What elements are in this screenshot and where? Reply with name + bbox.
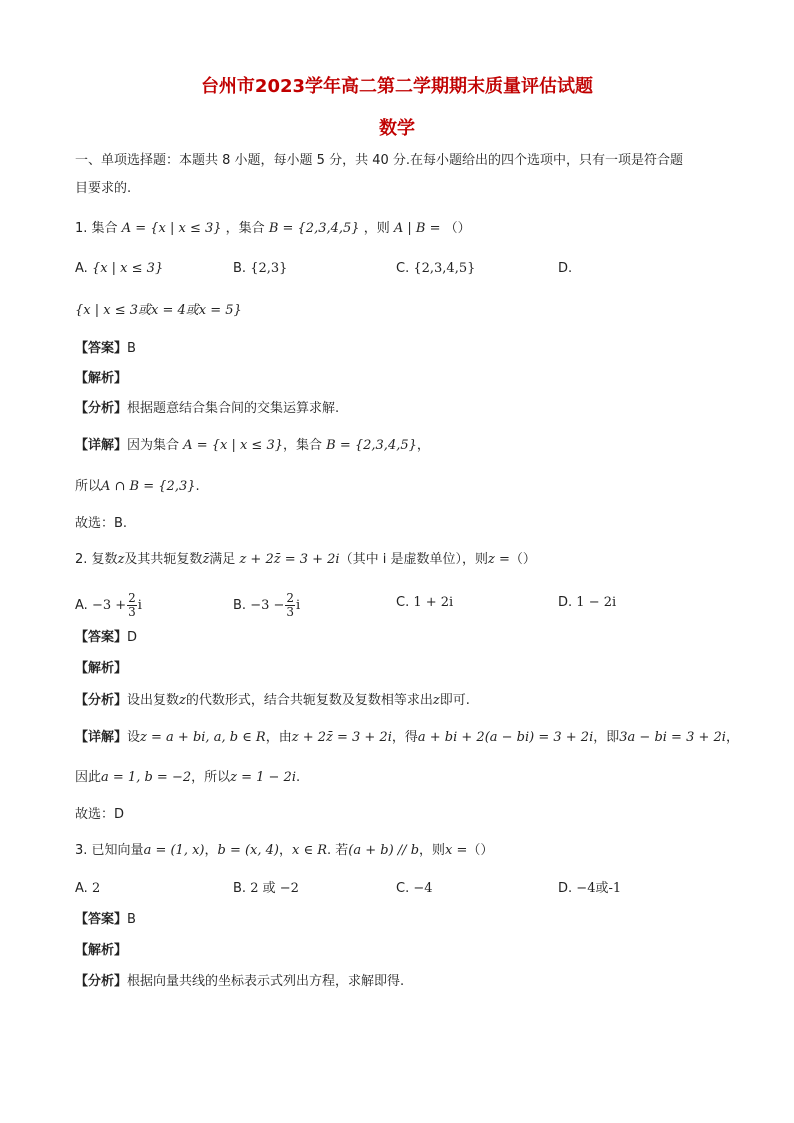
q1-option-c: C. {2,3,4,5} <box>396 261 476 276</box>
q1-option-b: B. {2,3} <box>233 261 288 276</box>
q1-option-d-label: D. <box>558 261 573 276</box>
math-expression: A | B = <box>393 221 441 236</box>
question-number: 2. <box>75 552 88 567</box>
q1-result: 所以A ∩ B = {2,3}. <box>75 479 200 494</box>
q1-answer: 【答案】B <box>75 341 136 356</box>
q2-answer: 【答案】D <box>75 630 138 645</box>
q2-option-c: C. 1 + 2i <box>396 595 454 610</box>
q1-analysis-heading: 【解析】 <box>75 371 128 386</box>
q2-option-b: B. −3 − $\frac{2}{3}$ i <box>233 591 301 619</box>
q1-option-d: {x | x ≤ 3或x = 4或x = 5} <box>75 303 242 318</box>
section-heading-cont: 目要求的. <box>75 181 132 196</box>
subject-title: 数学 <box>379 118 415 139</box>
question-number: 3. <box>75 843 88 858</box>
q3-option-c: C. −4 <box>396 881 433 896</box>
q3-fenxi: 【分析】根据向量共线的坐标表示式列出方程，求解即得. <box>75 974 405 989</box>
q1-option-a: A. {x | x ≤ 3} <box>75 261 164 276</box>
document-title: 台州市2023学年高二第二学期期末质量评估试题 <box>200 76 594 97</box>
q1-xiangjie: 【详解】因为集合 A = {x | x ≤ 3}，集合 B = {2,3,4,5}， <box>75 438 430 453</box>
q3-option-b: B. 2 或 −2 <box>233 881 299 896</box>
q2-option-a: A. −3 + $\frac{2}{3}$ i <box>75 591 142 619</box>
q3-option-a: A. 2 <box>75 881 101 896</box>
question-3-stem: 3. 已知向量a = (1, x)，b = (x, 4)，x ∈ R. 若(a + b) // b，则x =（） <box>75 843 494 858</box>
q2-xiangjie: 【详解】设z = a + bi, a, b ∈ R，由z + 2z̄ = 3 + 2i，得a + bi + 2(a − bi) = 3 + 2i，即3a − bi = 3 + 2i， <box>75 730 739 745</box>
question-2-stem: 2. 复数z及其共轭复数z̄满足 z + 2z̄ = 3 + 2i（其中 i 是虚数单位），则z =（） <box>75 552 536 567</box>
q2-choice: 故选：D <box>75 807 125 822</box>
q3-option-d: D. −4或-1 <box>558 881 622 896</box>
question-number: 1. <box>75 221 88 236</box>
q2-option-d: D. 1 − 2i <box>558 595 617 610</box>
math-set-b: B = {2,3,4,5} <box>268 221 360 236</box>
q2-fenxi: 【分析】设出复数z的代数形式，结合共轭复数及复数相等求出z即可. <box>75 693 470 708</box>
question-1-stem: 1. 集合 A = {x | x ≤ 3} ，集合 B = {2,3,4,5} ，则 A | B = （） <box>75 221 471 236</box>
q3-analysis-heading: 【解析】 <box>75 943 128 958</box>
section-heading: 一、单项选择题：本题共 8 小题，每小题 5 分，共 40 分.在每小题给出的四个选项中，只有一项是符合题 <box>75 153 684 168</box>
q3-answer: 【答案】B <box>75 912 136 927</box>
q2-result: 因此a = 1, b = −2，所以z = 1 − 2i. <box>75 770 301 785</box>
q1-choice: 故选：B. <box>75 516 128 531</box>
q2-analysis-heading: 【解析】 <box>75 661 128 676</box>
math-set-a: A = {x | x ≤ 3} <box>121 221 222 236</box>
q1-fenxi: 【分析】根据题意结合集合间的交集运算求解. <box>75 401 340 416</box>
